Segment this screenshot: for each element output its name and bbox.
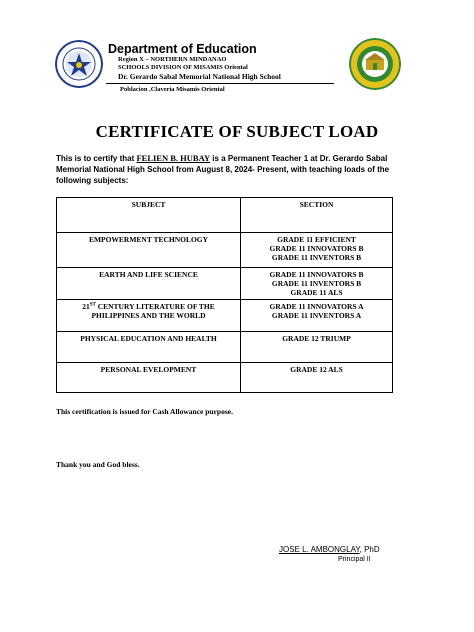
section-cell — [241, 363, 393, 393]
table-header-row — [57, 198, 393, 233]
section-line: GRADE 11 EFFICIENT — [277, 235, 356, 244]
table-row — [57, 332, 393, 363]
section-cell — [241, 300, 393, 332]
table-row — [57, 363, 393, 393]
statement-prefix: This is to certify that — [56, 154, 137, 163]
signature-block — [279, 545, 380, 554]
section-line: GRADE 11 ALS — [290, 288, 343, 297]
subject-cell: EARTH AND LIFE SCIENCE — [57, 268, 241, 300]
signatory-name: JOSE L. AMBONGLAY — [279, 545, 360, 554]
subject-ordinal: ST — [89, 302, 96, 308]
subject-header: SUBJECT — [57, 198, 241, 233]
section-line: GRADE 12 ALS — [290, 365, 343, 374]
section-line: GRADE 11 INNOVATORS B — [269, 270, 364, 279]
department-name: Department of Education — [108, 42, 257, 56]
deped-seal-logo — [55, 40, 103, 88]
closing-line: Thank you and God bless. — [56, 460, 140, 469]
teacher-name: FELIEN B. HUBAY — [136, 153, 211, 163]
subject-cell — [57, 300, 241, 332]
section-line: GRADE 11 INVENTORS B — [271, 253, 362, 262]
subject-text: CENTURY LITERATURE OF THE PHILIPPINES AND THE WORLD — [91, 302, 215, 320]
school-address: Poblacion ,Claveria Misamis Oriental — [120, 86, 225, 93]
letterhead-divider — [106, 83, 334, 84]
letterhead — [108, 42, 348, 81]
subject-load-table — [56, 197, 393, 393]
division-line: SCHOOLS DIVISION OF MISAMIS Oriental — [118, 64, 248, 71]
subject-cell: EMPOWERMENT TECHNOLOGY — [57, 233, 241, 268]
section-cell — [241, 233, 393, 268]
section-cell — [241, 332, 393, 363]
section-line: GRADE 11 INVENTORS B — [271, 279, 362, 288]
subject-number: 21 — [82, 302, 90, 311]
table-row — [57, 300, 393, 332]
section-line: GRADE 12 TRIUMP — [282, 334, 351, 343]
statement-suffix: is a Permanent Teacher 1 at Dr. Gerardo Sabal Memorial National High School from August 8, 2024- Present, with teaching loads of the following subjects: — [56, 154, 390, 185]
section-line: GRADE 11 INNOVATORS A — [269, 302, 364, 311]
subject-cell: PERSONAL EVELOPMENT — [57, 363, 241, 393]
signatory-title: Principal II — [338, 556, 371, 563]
certificate-title: CERTIFICATE OF SUBJECT LOAD — [95, 122, 379, 141]
region-line: Region X – NORTHERN MINDANAO — [118, 56, 227, 63]
section-line: GRADE 11 INNOVATORS B — [269, 244, 364, 253]
section-line: GRADE 11 INVENTORS A — [271, 311, 362, 320]
purpose-statement: This certification is issued for Cash Allowance purpose. — [56, 407, 233, 416]
certification-statement — [56, 153, 396, 186]
signatory-credential: , PhD — [359, 545, 380, 554]
section-cell — [241, 268, 393, 300]
school-seal-logo — [349, 38, 401, 90]
subject-cell: PHYSICAL EDUCATION AND HEALTH — [57, 332, 241, 363]
table-row — [57, 233, 393, 268]
section-header: SECTION — [241, 198, 393, 233]
table-row — [57, 268, 393, 300]
school-name: Dr. Gerardo Sabal Memorial National High School — [118, 72, 281, 81]
